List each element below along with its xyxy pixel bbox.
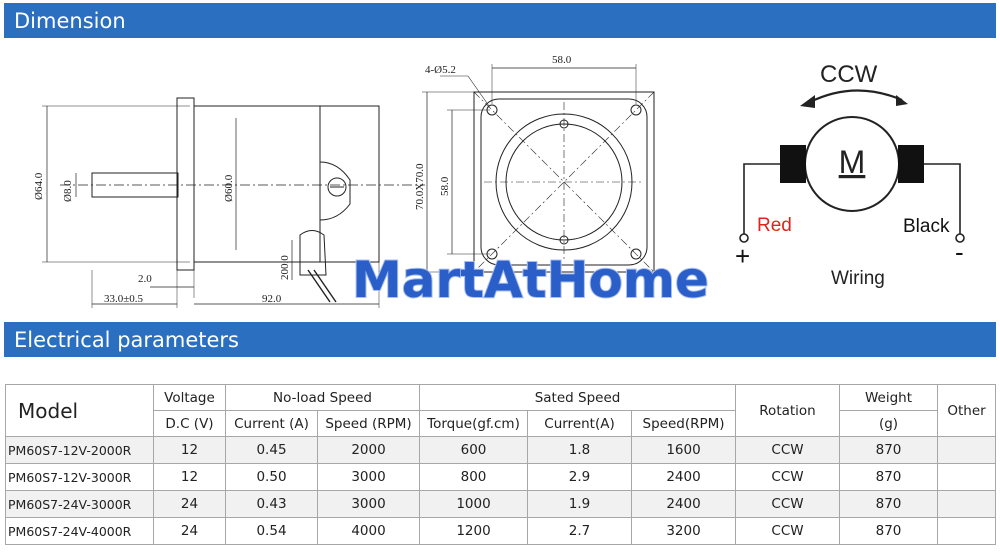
sated-current-cell: 1.8 [528, 437, 632, 464]
minus-sign: - [955, 237, 964, 267]
model-cell: PM60S7-12V-2000R [6, 437, 154, 464]
ccw-label: CCW [820, 61, 878, 88]
sated-speed-cell: 2400 [632, 491, 736, 518]
sated-current-cell: 2.9 [528, 464, 632, 491]
model-header: Model [6, 385, 154, 437]
sated-current-header: Current(A) [528, 411, 632, 437]
sated-speed-cell: 2400 [632, 464, 736, 491]
dia8-label: Ø8.0 [62, 180, 74, 202]
torque-cell: 1000 [420, 491, 528, 518]
noload-speed-cell: 3000 [318, 491, 420, 518]
voltage-cell: 24 [154, 518, 226, 545]
brush-right [898, 145, 924, 183]
noload-speed-header: Speed (RPM) [318, 411, 420, 437]
noload-current-cell: 0.54 [226, 518, 318, 545]
rotation-cell: CCW [736, 491, 840, 518]
table-subheader-row [6, 411, 996, 437]
len2-label: 2.0 [138, 273, 152, 285]
holes-label: 4-Ø5.2 [425, 64, 456, 76]
sated-current-cell: 2.7 [528, 518, 632, 545]
model-cell: PM60S7-12V-3000R [6, 464, 154, 491]
table-header-row [6, 385, 996, 411]
torque-cell: 800 [420, 464, 528, 491]
noload-current-cell: 0.43 [226, 491, 318, 518]
h58-label: 58.0 [439, 176, 451, 196]
len92-label: 92.0 [262, 293, 282, 305]
motor-letter: M [838, 144, 866, 180]
dimension-drawing [0, 40, 1000, 320]
plus-sign: + [735, 241, 751, 271]
wiring-caption: Wiring [831, 268, 885, 289]
sated-current-cell: 1.9 [528, 491, 632, 518]
sated-speed-cell: 1600 [632, 437, 736, 464]
table-row [6, 491, 996, 518]
red-label: Red [757, 215, 792, 236]
dc-header: D.C (V) [154, 411, 226, 437]
dimension-title: Dimension [14, 8, 126, 33]
weight-unit-header: (g) [840, 411, 938, 437]
electrical-section-header [4, 322, 996, 357]
weight-cell: 870 [840, 437, 938, 464]
weight-cell: 870 [840, 518, 938, 545]
ccw-arrowtail-icon [896, 95, 908, 106]
noload-current-cell: 0.45 [226, 437, 318, 464]
other-cell [938, 491, 996, 518]
sated-header: Sated Speed [420, 385, 736, 411]
voltage-cell: 12 [154, 437, 226, 464]
black-label: Black [903, 216, 950, 237]
other-cell [938, 464, 996, 491]
torque-cell: 600 [420, 437, 528, 464]
rotation-cell: CCW [736, 518, 840, 545]
electrical-title: Electrical parameters [14, 327, 240, 352]
front-view [422, 64, 654, 272]
model-cell: PM60S7-24V-3000R [6, 491, 154, 518]
dimension-section-header [4, 3, 996, 38]
ccw-arrow-icon [810, 90, 902, 102]
table-row [6, 437, 996, 464]
weight-cell: 870 [840, 491, 938, 518]
noload-speed-cell: 2000 [318, 437, 420, 464]
wire200-label: 200.0 [279, 255, 291, 280]
rotation-header: Rotation [736, 385, 840, 437]
dia60-label: Ø60.0 [223, 174, 235, 202]
voltage-header: Voltage [154, 385, 226, 411]
watermark: MartAtHome [352, 251, 709, 309]
rotation-cell: CCW [736, 464, 840, 491]
dia64-label: Ø64.0 [33, 172, 45, 200]
model-cell: PM60S7-24V-4000R [6, 518, 154, 545]
voltage-cell: 24 [154, 491, 226, 518]
noload-current-header: Current (A) [226, 411, 318, 437]
h70-label: 70.0X70.0 [414, 163, 426, 210]
brush-left [780, 145, 806, 183]
sated-speed-cell: 3200 [632, 518, 736, 545]
rotation-cell: CCW [736, 437, 840, 464]
other-header: Other [938, 385, 996, 437]
other-cell [938, 518, 996, 545]
noload-speed-cell: 3000 [318, 464, 420, 491]
wiring-diagram [735, 61, 964, 289]
voltage-cell: 12 [154, 464, 226, 491]
w58-label: 58.0 [552, 54, 572, 66]
noload-speed-cell: 4000 [318, 518, 420, 545]
torque-cell: 1200 [420, 518, 528, 545]
table-row [6, 464, 996, 491]
table-row [6, 518, 996, 545]
len33-label: 33.0±0.5 [104, 293, 144, 305]
weight-header: Weight [840, 385, 938, 411]
other-cell [938, 437, 996, 464]
sated-speed-header: Speed(RPM) [632, 411, 736, 437]
noload-header: No-load Speed [226, 385, 420, 411]
parameters-table [5, 384, 996, 545]
weight-cell: 870 [840, 464, 938, 491]
torque-header: Torque(gf.cm) [420, 411, 528, 437]
noload-current-cell: 0.50 [226, 464, 318, 491]
ccw-arrowhead-icon [800, 95, 815, 108]
